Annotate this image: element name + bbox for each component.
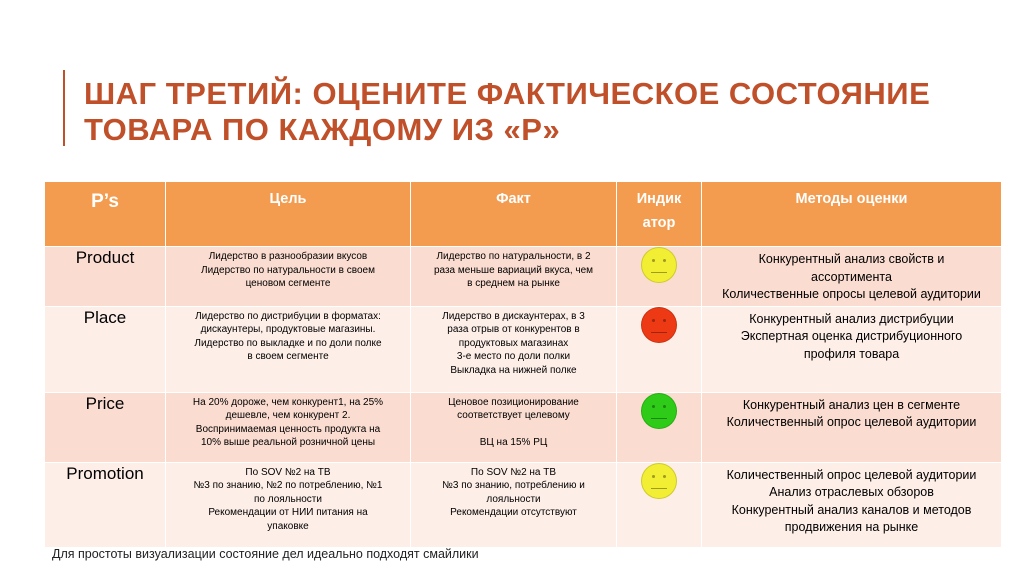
indicator-cell xyxy=(617,392,702,462)
row-name: Promotion xyxy=(45,462,166,547)
goal-line: №3 по знанию, №2 по потреблению, №1 xyxy=(193,480,383,492)
fact-line: По SOV №2 на ТВ xyxy=(470,466,557,478)
fact-cell xyxy=(411,462,617,547)
fact-line: Ценовое позиционирование xyxy=(448,396,579,408)
goal-cell xyxy=(166,247,411,307)
neutral-face-icon xyxy=(641,307,677,343)
indicator-cell xyxy=(617,306,702,392)
goal-line: в своем сегменте xyxy=(247,351,329,363)
goal-line: Лидерство по натуральности в своем xyxy=(201,264,375,276)
goal-line: упаковке xyxy=(267,520,309,532)
fact-line: №3 по знанию, потреблению и xyxy=(442,480,585,492)
header-ps: P’s xyxy=(45,182,166,247)
goal-line: Лидерство по выкладке и по доли полке xyxy=(194,337,382,349)
methods-cell xyxy=(702,392,1002,462)
goal-line: Рекомендации от НИИ питания на xyxy=(208,507,368,519)
table-row-place xyxy=(45,306,1002,392)
goal-line: По SOV №2 на ТВ xyxy=(245,466,331,478)
slide-title-line-1: ШАГ ТРЕТИЙ: ОЦЕНИТЕ ФАКТИЧЕСКОЕ СОСТОЯНИЕ xyxy=(84,76,931,111)
method-line: профиля товара xyxy=(803,346,900,361)
indicator-cell xyxy=(617,247,702,307)
fact-line: раза меньше вариаций вкуса, чем xyxy=(433,264,594,276)
method-line: продвижения на рынке xyxy=(784,520,919,534)
header-indicator-line-1: Индик xyxy=(636,191,682,207)
fact-line xyxy=(415,423,612,437)
goal-cell xyxy=(166,306,411,392)
goal-cell xyxy=(166,462,411,547)
header-methods: Методы оценки xyxy=(702,182,1002,247)
fact-line: 3-е место по доли полки xyxy=(456,351,571,363)
method-line: ассортимента xyxy=(811,269,892,284)
slide-title-line-2: ТОВАРА ПО КАЖДОМУ ИЗ «Р» xyxy=(84,112,561,147)
method-line: Количественный опрос целевой аудитории xyxy=(726,415,977,429)
fact-line: Выкладка на нижней полке xyxy=(450,364,577,376)
table-row-promotion xyxy=(45,462,1002,547)
row-name: Place xyxy=(45,306,166,392)
fact-line: в среднем на рынке xyxy=(467,278,560,290)
goal-line: дешевле, чем конкурент 2. xyxy=(225,410,351,422)
indicator-cell xyxy=(617,462,702,547)
goal-line: Лидерство по дистрибуции в форматах: xyxy=(195,310,381,322)
table-header-row xyxy=(45,182,1002,247)
method-line: Анализ отраслевых обзоров xyxy=(769,485,934,499)
fact-line: продуктовых магазинах xyxy=(458,337,569,349)
methods-cell xyxy=(702,247,1002,307)
ps-evaluation-table xyxy=(44,181,1002,548)
goal-line: по лояльности xyxy=(254,493,322,505)
method-line: Конкурентный анализ свойств и xyxy=(758,252,945,266)
method-line: Конкурентный анализ цен в сегменте xyxy=(742,397,961,412)
slide-title xyxy=(84,76,984,148)
footnote: Для простоты визуализации состояние дел идеально подходят смайлики xyxy=(52,547,479,561)
goal-line: На 20% дороже, чем конкурент1, на 25% xyxy=(192,396,384,408)
fact-line: ВЦ на 15% РЦ xyxy=(479,437,548,449)
row-name: Product xyxy=(45,247,166,307)
neutral-face-icon xyxy=(641,247,677,283)
neutral-face-icon xyxy=(641,463,677,499)
fact-line: Лидерство по натуральности, в 2 xyxy=(436,251,591,262)
goal-line: дискаунтеры, продуктовые магазины. xyxy=(200,324,376,336)
table-row-product xyxy=(45,247,1002,307)
fact-cell xyxy=(411,247,617,307)
method-line: Экспертная оценка дистрибуционного xyxy=(740,329,963,343)
fact-line: раза отрыв от конкурентов в xyxy=(447,324,580,336)
header-goal: Цель xyxy=(166,182,411,247)
fact-cell xyxy=(411,392,617,462)
goal-line: Лидерство в разнообразии вкусов xyxy=(208,251,368,262)
header-indicator xyxy=(617,182,702,247)
fact-line: лояльности xyxy=(486,493,541,505)
table-row-price xyxy=(45,392,1002,462)
fact-cell xyxy=(411,306,617,392)
method-line: Количественные опросы целевой аудитории xyxy=(722,287,981,301)
fact-line: соответствует целевому xyxy=(457,410,570,422)
goal-line: ценовом сегменте xyxy=(245,278,331,290)
method-line: Конкурентный анализ каналов и методов xyxy=(731,502,972,517)
row-name: Price xyxy=(45,392,166,462)
method-line: Количественный опрос целевой аудитории xyxy=(726,467,977,482)
methods-cell xyxy=(702,306,1002,392)
header-indicator-line-2: атор xyxy=(642,215,676,231)
title-accent-bar xyxy=(63,70,65,146)
method-line: Конкурентный анализ дистрибуции xyxy=(749,311,954,326)
fact-line: Рекомендации отсутствуют xyxy=(450,507,577,519)
header-fact: Факт xyxy=(411,182,617,247)
neutral-face-icon xyxy=(641,393,677,429)
methods-cell xyxy=(702,462,1002,547)
fact-line: Лидерство в дискаунтерах, в 3 xyxy=(442,310,585,322)
goal-line: Воспринимаемая ценность продукта на xyxy=(195,423,381,435)
goal-line: 10% выше реальной розничной цены xyxy=(200,437,376,449)
goal-cell xyxy=(166,392,411,462)
